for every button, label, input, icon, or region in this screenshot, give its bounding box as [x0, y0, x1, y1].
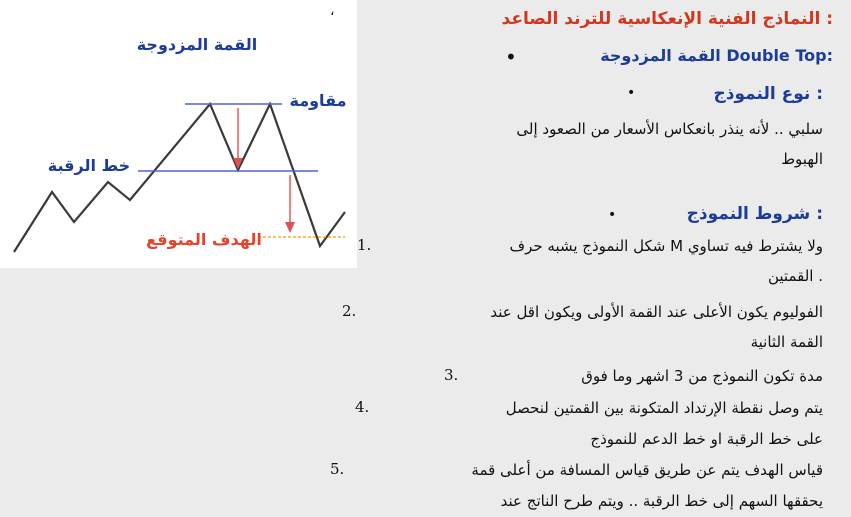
item-4-number: 4.	[355, 398, 370, 416]
double-top-diagram	[0, 0, 357, 268]
item-4-line-2: على خط الرقبة او خط الدعم للنموذج	[590, 430, 823, 448]
item-5-line-1: قياس الهدف يتم عن طريق قياس المسافة من أعلى قمة	[471, 461, 823, 479]
item-2-line-2: القمة الثانية	[750, 333, 823, 351]
diagram-title: القمة المزدوجة	[136, 35, 258, 54]
item-4-line-1: يتم وصل نقطة الإرتداد المتكونة بين القمتين لنحصل	[505, 399, 823, 417]
bullet-conditions: •	[608, 207, 617, 223]
item-5-number: 5.	[330, 460, 345, 478]
target-label: الهدف المتوقع	[146, 230, 262, 249]
item-2-number: 2.	[342, 302, 357, 320]
bullet-subheading: •	[505, 45, 517, 69]
item-5-line-2: يحققها السهم إلى خط الرقبة .. ويتم طرح الناتج عند	[500, 492, 823, 510]
top-mark: ،	[330, 3, 335, 19]
resistance-label: مقاومة	[289, 91, 347, 110]
conditions-heading: : شروط النموذج	[686, 204, 823, 224]
item-1-number: 1.	[357, 236, 372, 254]
sub-heading: :Double Top القمة المزدوجة	[600, 46, 833, 65]
item-1-line-1: ولا يشترط فيه تساوي M شكل النموذج يشبه حرف	[509, 237, 823, 255]
type-text-line-1: سلبي .. لأنه ينذر بانعكاس الأسعار من الصعود إلى	[516, 120, 823, 138]
neckline-label: خط الرقبة	[47, 156, 131, 175]
item-2-line-1: الفوليوم يكون الأعلى عند القمة الأولى ويكون اقل عند	[490, 303, 823, 321]
main-heading: : النماذج الفنية الإنعكاسية للترند الصاعد	[501, 9, 833, 29]
type-heading: : نوع النموذج	[713, 84, 823, 104]
bullet-type: •	[627, 85, 636, 101]
item-3-line-1: مدة تكون النموذج من 3 اشهر وما فوق	[581, 367, 823, 385]
item-1-line-2: . القمتين	[767, 267, 823, 285]
item-3-number: 3.	[444, 366, 459, 384]
type-text-line-2: الهبوط	[781, 150, 823, 168]
